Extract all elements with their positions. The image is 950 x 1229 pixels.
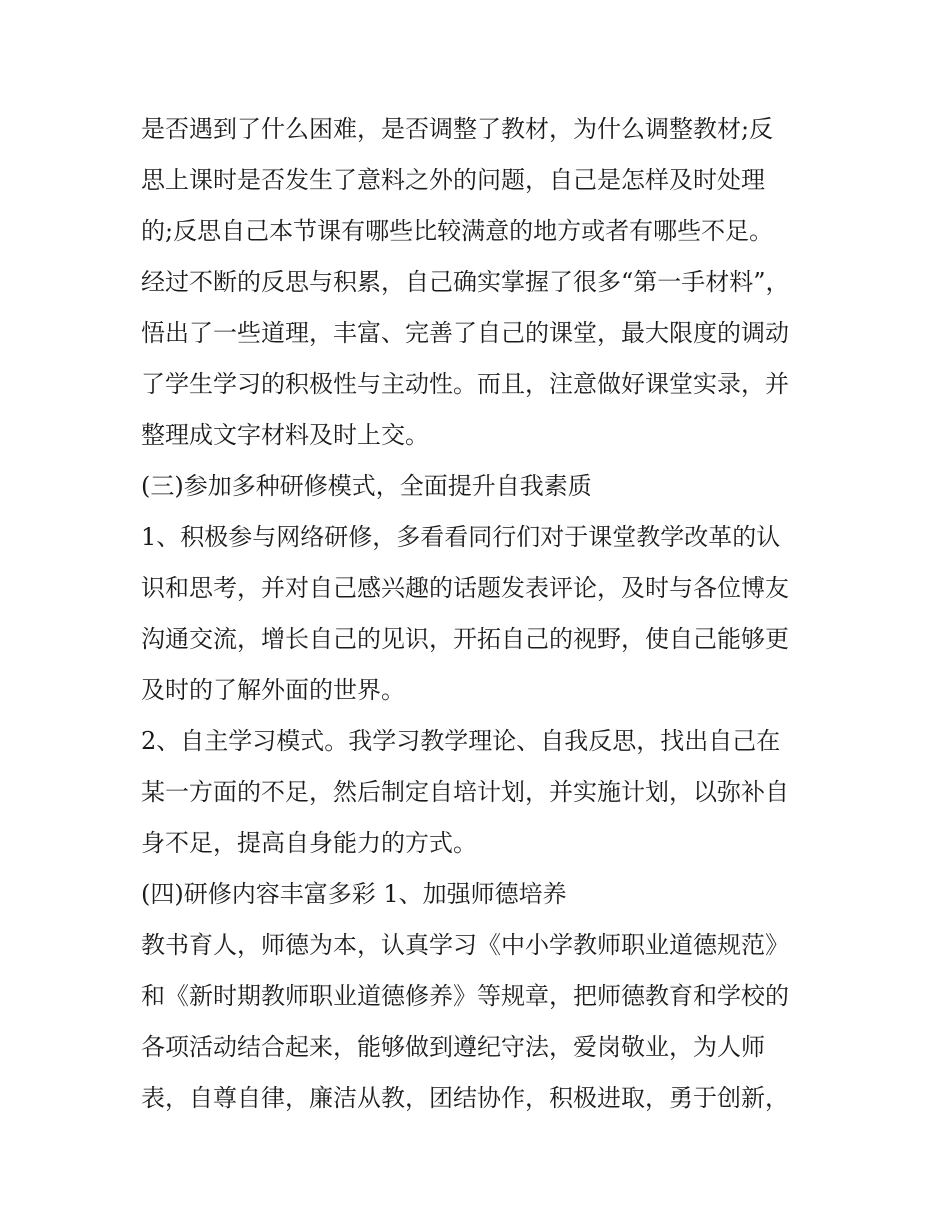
text-line: 沟通交流，增长自己的见识，开拓自己的视野，使自己能够更 xyxy=(141,625,789,653)
text-line: 的;反思自己本节课有哪些比较满意的地方或者有哪些不足。 xyxy=(141,217,774,245)
text-line: 表，自尊自律，廉洁从教，团结协作，积极进取，勇于创新， xyxy=(141,1084,789,1112)
text-line: 各项活动结合起来，能够做到遵纪守法，爱岗敬业，为人师 xyxy=(141,1033,765,1061)
section-heading: (三)参加多种研修模式，全面提升自我素质 xyxy=(141,472,592,500)
text-line: 教书育人，师德为本，认真学习《中小学教师职业道德规范》 xyxy=(141,931,789,959)
text-line: 识和思考，并对自己感兴趣的话题发表评论，及时与各位博友 xyxy=(141,574,789,602)
text-line: 经过不断的反思与积累，自己确实掌握了很多“第一手材料”， xyxy=(141,268,790,296)
text-line: 思上课时是否发生了意料之外的问题，自己是怎样及时处理 xyxy=(141,166,765,194)
text-line: 悟出了一些道理，丰富、完善了自己的课堂，最大限度的调动 xyxy=(141,319,789,347)
body-text xyxy=(141,104,831,1124)
text-line: 2、自主学习模式。我学习教学理论、自我反思，找出自己在 xyxy=(141,727,781,755)
text-line: 1、积极参与网络研修，多看看同行们对于课堂教学改革的认 xyxy=(141,523,781,551)
text-line: 和《新时期教师职业道德修养》等规章，把师德教育和学校的 xyxy=(141,982,789,1010)
text-line: 身不足，提高自身能力的方式。 xyxy=(141,829,477,857)
text-line: 整理成文字材料及时上交。 xyxy=(141,421,429,449)
text-line: 是否遇到了什么困难，是否调整了教材，为什么调整教材;反 xyxy=(141,115,774,143)
text-line: 某一方面的不足，然后制定自培计划，并实施计划，以弥补自 xyxy=(141,778,789,806)
text-line: 及时的了解外面的世界。 xyxy=(141,676,405,704)
section-heading: (四)研修内容丰富多彩 1、加强师德培养 xyxy=(141,880,567,908)
text-line: 了学生学习的积极性与主动性。而且，注意做好课堂实录，并 xyxy=(141,370,789,398)
